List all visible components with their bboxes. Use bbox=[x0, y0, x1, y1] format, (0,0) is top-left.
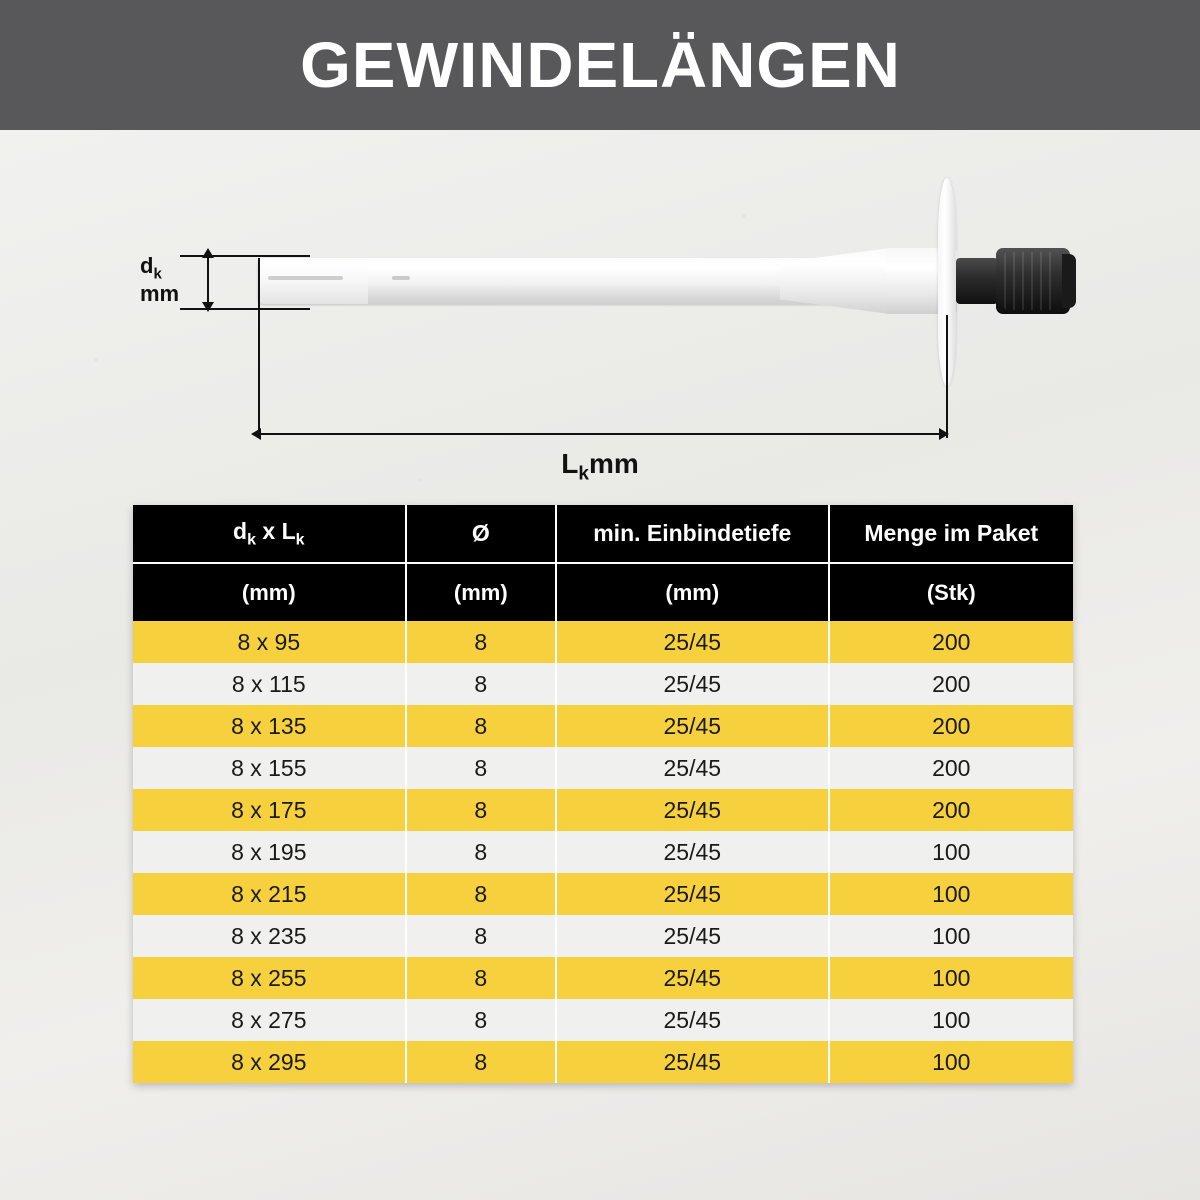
cell-embedment-depth: 25/45 bbox=[556, 621, 829, 663]
anchor-screw-shank bbox=[956, 258, 998, 304]
table-body bbox=[133, 621, 1073, 1083]
cell-embedment-depth: 25/45 bbox=[556, 873, 829, 915]
units-embedment-depth: (mm) bbox=[556, 563, 829, 621]
cell-size: 8 x 215 bbox=[133, 873, 406, 915]
header-size-dk-sub: k bbox=[247, 531, 257, 549]
lk-label bbox=[0, 448, 1200, 486]
cell-embedment-depth: 25/45 bbox=[556, 789, 829, 831]
units-size: (mm) bbox=[133, 563, 406, 621]
anchor-screw-head-ribs bbox=[1004, 252, 1054, 310]
cell-package-quantity: 100 bbox=[829, 915, 1073, 957]
header-size-dk: d bbox=[233, 517, 248, 544]
anchor-expansion-slot-secondary bbox=[392, 276, 410, 280]
units-package-quantity: (Stk) bbox=[829, 563, 1073, 621]
dk-label-unit: mm bbox=[140, 281, 180, 307]
lk-extension-left bbox=[258, 258, 260, 438]
cell-diameter: 8 bbox=[406, 1041, 556, 1083]
dk-label-subscript: k bbox=[153, 265, 162, 283]
dk-arrow-down bbox=[202, 302, 214, 312]
cell-size: 8 x 115 bbox=[133, 663, 406, 705]
cell-embedment-depth: 25/45 bbox=[556, 1041, 829, 1083]
header-size-mid: x L bbox=[256, 517, 296, 544]
anchor-screw-head-end bbox=[1062, 254, 1076, 308]
lk-extension-right bbox=[946, 315, 948, 438]
lk-arrow-right bbox=[939, 428, 949, 440]
table-header-row bbox=[133, 505, 1073, 563]
table-row bbox=[133, 1041, 1073, 1083]
page-title: GEWINDELÄNGEN bbox=[299, 29, 901, 101]
cell-package-quantity: 100 bbox=[829, 1041, 1073, 1083]
header-size-lk-sub: k bbox=[295, 531, 305, 549]
dk-extension-bottom bbox=[180, 308, 310, 310]
cell-package-quantity: 200 bbox=[829, 705, 1073, 747]
cell-diameter: 8 bbox=[406, 831, 556, 873]
cell-size: 8 x 135 bbox=[133, 705, 406, 747]
cell-embedment-depth: 25/45 bbox=[556, 999, 829, 1041]
table-row bbox=[133, 873, 1073, 915]
table-row bbox=[133, 831, 1073, 873]
header-embedment-depth: min. Einbindetiefe bbox=[556, 505, 829, 563]
cell-diameter: 8 bbox=[406, 705, 556, 747]
cell-diameter: 8 bbox=[406, 873, 556, 915]
cell-diameter: 8 bbox=[406, 789, 556, 831]
cell-package-quantity: 100 bbox=[829, 831, 1073, 873]
cell-package-quantity: 100 bbox=[829, 873, 1073, 915]
table-row bbox=[133, 789, 1073, 831]
cell-size: 8 x 255 bbox=[133, 957, 406, 999]
header-diameter: Ø bbox=[406, 505, 556, 563]
table-head bbox=[133, 505, 1073, 621]
cell-package-quantity: 200 bbox=[829, 663, 1073, 705]
lk-label-letter: L bbox=[561, 448, 579, 479]
cell-embedment-depth: 25/45 bbox=[556, 747, 829, 789]
table-row bbox=[133, 999, 1073, 1041]
cell-embedment-depth: 25/45 bbox=[556, 705, 829, 747]
table-row bbox=[133, 705, 1073, 747]
units-diameter: (mm) bbox=[406, 563, 556, 621]
dk-label-letter: d bbox=[140, 253, 154, 278]
cell-size: 8 x 175 bbox=[133, 789, 406, 831]
table-row bbox=[133, 621, 1073, 663]
dk-label bbox=[140, 254, 179, 305]
anchor-expansion-slot bbox=[268, 276, 343, 280]
cell-diameter: 8 bbox=[406, 747, 556, 789]
spec-table bbox=[133, 505, 1073, 1083]
dk-extension-top bbox=[180, 255, 310, 257]
specifications-table bbox=[133, 505, 1073, 1083]
cell-package-quantity: 100 bbox=[829, 957, 1073, 999]
cell-diameter: 8 bbox=[406, 621, 556, 663]
table-row bbox=[133, 957, 1073, 999]
cell-diameter: 8 bbox=[406, 915, 556, 957]
lk-arrow-left bbox=[251, 428, 261, 440]
product-illustration bbox=[0, 130, 1200, 490]
lk-dimension-line bbox=[258, 433, 948, 435]
header-size bbox=[133, 505, 406, 563]
cell-size: 8 x 195 bbox=[133, 831, 406, 873]
table-row bbox=[133, 663, 1073, 705]
cell-size: 8 x 235 bbox=[133, 915, 406, 957]
anchor-tip bbox=[258, 258, 368, 304]
table-row bbox=[133, 915, 1073, 957]
lk-label-unit: mm bbox=[588, 448, 639, 479]
header-package-quantity: Menge im Paket bbox=[829, 505, 1073, 563]
cell-size: 8 x 155 bbox=[133, 747, 406, 789]
cell-diameter: 8 bbox=[406, 999, 556, 1041]
table-row bbox=[133, 747, 1073, 789]
cell-diameter: 8 bbox=[406, 957, 556, 999]
cell-package-quantity: 200 bbox=[829, 789, 1073, 831]
header-bar bbox=[0, 0, 1200, 130]
cell-diameter: 8 bbox=[406, 663, 556, 705]
cell-size: 8 x 95 bbox=[133, 621, 406, 663]
cell-package-quantity: 200 bbox=[829, 621, 1073, 663]
cell-package-quantity: 200 bbox=[829, 747, 1073, 789]
cell-embedment-depth: 25/45 bbox=[556, 957, 829, 999]
cell-size: 8 x 275 bbox=[133, 999, 406, 1041]
cell-size: 8 x 295 bbox=[133, 1041, 406, 1083]
cell-embedment-depth: 25/45 bbox=[556, 663, 829, 705]
cell-package-quantity: 100 bbox=[829, 999, 1073, 1041]
table-units-row bbox=[133, 563, 1073, 621]
lk-label-subscript: k bbox=[578, 463, 589, 485]
cell-embedment-depth: 25/45 bbox=[556, 831, 829, 873]
cell-embedment-depth: 25/45 bbox=[556, 915, 829, 957]
